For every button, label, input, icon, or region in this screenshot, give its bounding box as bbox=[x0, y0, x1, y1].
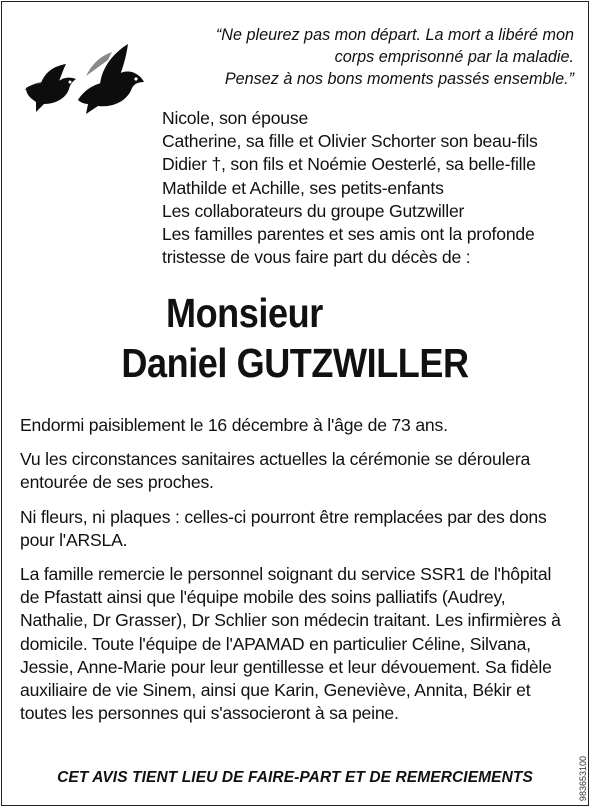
quote-line: corps emprisonné par la maladie. bbox=[334, 48, 574, 66]
family-line: Nicole, son épouse bbox=[162, 108, 309, 128]
thanks-paragraph: La famille remercie le personnel soignant du service SSR1 de l'hôpital de Pfastatt ainsi que l'équipe mobile des soins palliatifs (Audrey, Nathalie, Dr Grasser), Dr Schlier son médecin traitant. Les infirmières à domicile. Toute l'équipe de l'APAMAD en particulier Céline, Silvana, Jessie, Anne-Marie pour leur gentillesse et leur dévouement. Sa fidèle auxiliaire de vie Sinem, ainsi que Karin, Geneviève, Annita, Békir et toutes les personnes qui s'associeront à sa peine. bbox=[20, 564, 561, 724]
dove-right-icon bbox=[78, 44, 144, 114]
ceremony-paragraph: Vu les circonstances sanitaires actuelles la cérémonie se déroulera entourée de ses proches. bbox=[20, 449, 531, 493]
epitaph-quote bbox=[174, 24, 574, 90]
honorific: Monsieur bbox=[165, 290, 323, 336]
closing-statement: CET AVIS TIENT LIEU DE FAIRE-PART ET DE REMERCIEMENTS bbox=[57, 769, 533, 786]
reference-number: 983653100 bbox=[578, 755, 588, 801]
donations-paragraph: Ni fleurs, ni plaques : celles-ci pourront être remplacées par des dons pour l'ARSLA. bbox=[20, 506, 547, 550]
family-line: Catherine, sa fille et Olivier Schorter son beau-fils bbox=[162, 131, 538, 152]
family-line: Les familles parentes et ses amis ont la profonde bbox=[162, 224, 535, 245]
notice-body bbox=[20, 414, 570, 736]
family-line: Mathilde et Achille, ses petits-enfants bbox=[162, 177, 444, 198]
dove-left-icon bbox=[24, 64, 76, 112]
full-name: Daniel GUTZWILLER bbox=[121, 340, 469, 386]
two-doves-icon bbox=[20, 38, 148, 130]
family-line: Didier †, son fils et Noémie Oesterlé, sa belle-fille bbox=[162, 154, 536, 175]
family-line: Les collaborateurs du groupe Gutzwiller bbox=[162, 200, 465, 221]
quote-line: “Ne pleurez pas mon départ. La mort a libéré mon bbox=[215, 26, 574, 44]
quote-line: Pensez à nos bons moments passés ensemble.” bbox=[224, 70, 574, 88]
death-paragraph: Endormi paisiblement le 16 décembre à l'âge de 73 ans. bbox=[20, 415, 448, 435]
deceased-name-heading bbox=[35, 288, 554, 388]
family-announcement bbox=[162, 107, 582, 269]
family-line: tristesse de vous faire part du décès de : bbox=[162, 247, 471, 268]
